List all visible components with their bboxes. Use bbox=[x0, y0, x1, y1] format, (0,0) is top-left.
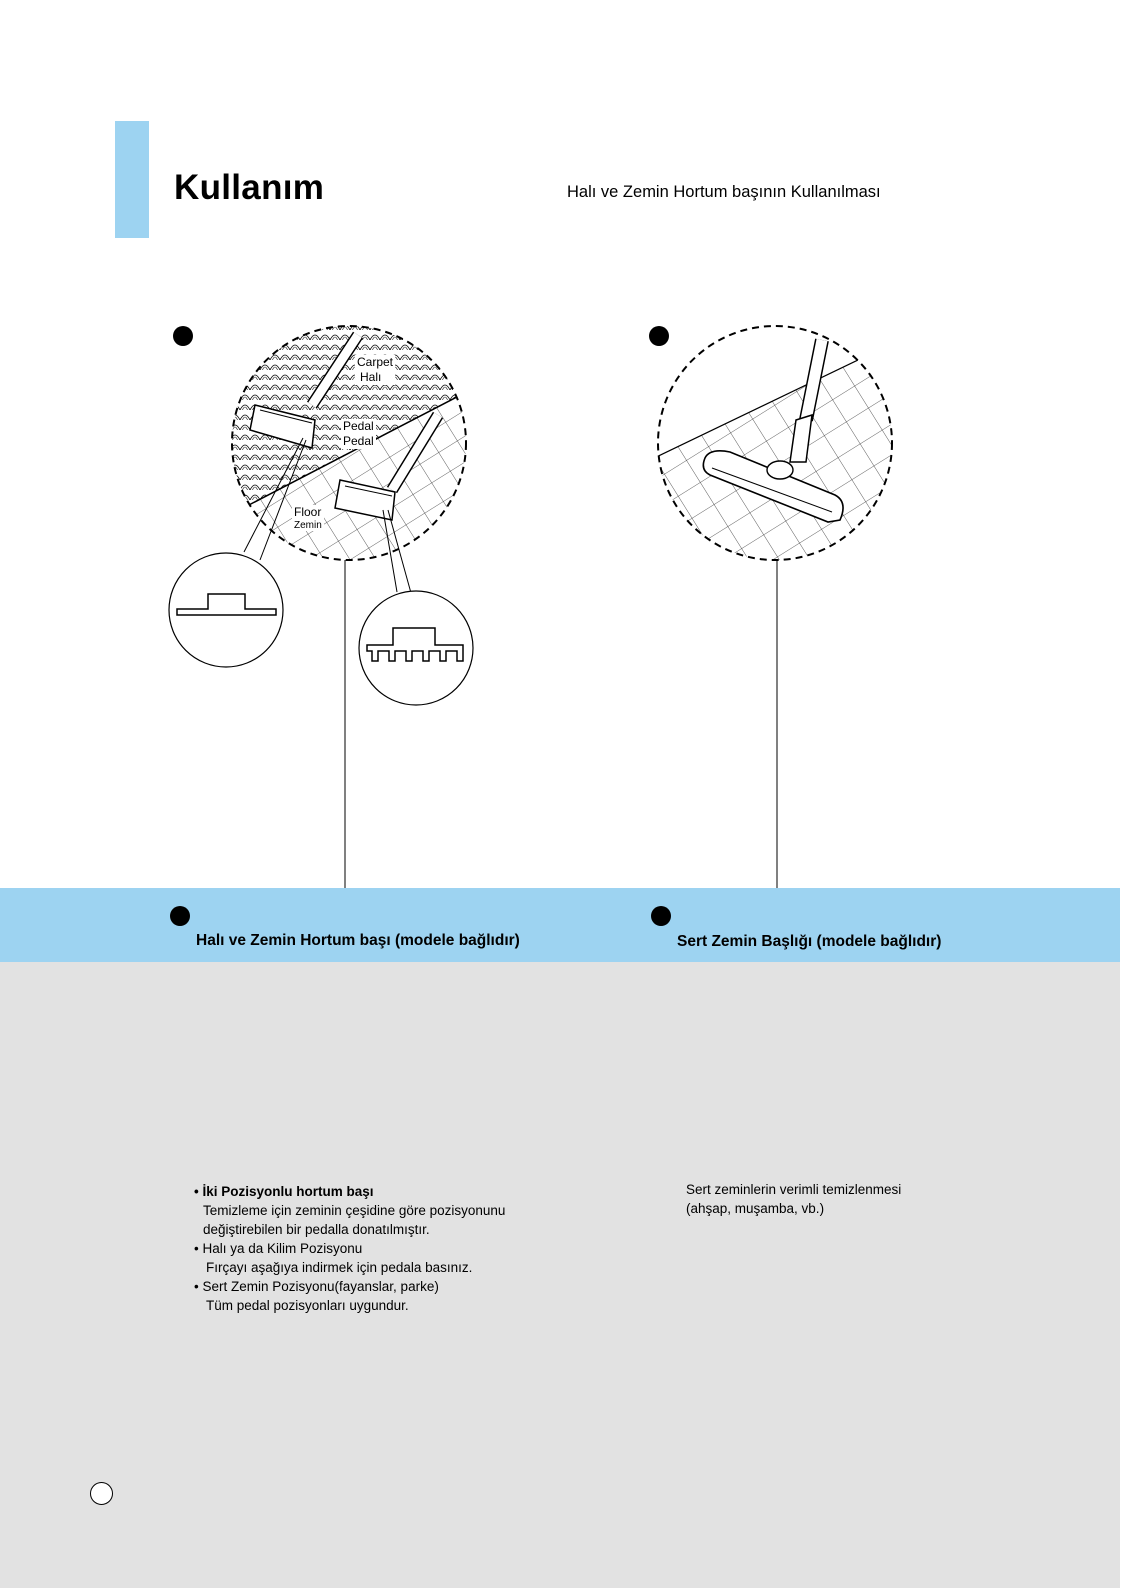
floor-label bbox=[292, 505, 324, 531]
step-bullet-icon bbox=[649, 326, 669, 346]
page-number-circle bbox=[90, 1482, 113, 1505]
right-description bbox=[686, 1180, 901, 1218]
pedal-label bbox=[341, 419, 376, 449]
description-line: Sert zeminlerin verimli temizlenmesi bbox=[686, 1182, 902, 1197]
floor-label-tr: Zemin bbox=[294, 520, 322, 531]
description-line: Tüm pedal pozisyonları uygundur. bbox=[206, 1298, 409, 1313]
section-bullet-icon bbox=[170, 906, 190, 926]
description-line: Temizleme için zeminin çeşidine göre pozisyonunu bbox=[203, 1203, 506, 1218]
description-line: Fırçayı aşağıya indirmek için pedala basınız. bbox=[206, 1260, 473, 1275]
description-line: değiştirebilen bir pedalla donatılmıştır. bbox=[203, 1222, 430, 1237]
carpet-label-tr: Halı bbox=[360, 370, 382, 384]
description-line: (ahşap, muşamba, vb.) bbox=[686, 1201, 825, 1216]
step-bullet-icon bbox=[173, 326, 193, 346]
carpet-floor-nozzle-illustration bbox=[169, 320, 480, 888]
left-section-title: Halı ve Zemin Hortum başı (modele bağlıdır) bbox=[196, 932, 520, 949]
floor-label-en: Floor bbox=[294, 505, 322, 519]
pedal-label-en: Pedal bbox=[343, 419, 374, 433]
pedal-label-tr: Pedal bbox=[343, 434, 374, 448]
description-line: • Sert Zemin Pozisyonu(fayanslar, parke) bbox=[194, 1279, 439, 1294]
right-section-title: Sert Zemin Başlığı (modele bağlıdır) bbox=[677, 933, 942, 950]
description-line: • Halı ya da Kilim Pozisyonu bbox=[194, 1241, 363, 1256]
section-bullet-icon bbox=[651, 906, 671, 926]
hard-floor-nozzle-illustration bbox=[650, 320, 910, 888]
page-subtitle: Halı ve Zemin Hortum başının Kullanılması bbox=[567, 183, 881, 201]
description-line: • İki Pozisyonlu hortum başı bbox=[194, 1184, 374, 1199]
carpet-label bbox=[355, 355, 395, 385]
carpet-label-en: Carpet bbox=[357, 355, 394, 369]
page-title: Kullanım bbox=[174, 168, 325, 207]
left-description bbox=[194, 1182, 505, 1315]
